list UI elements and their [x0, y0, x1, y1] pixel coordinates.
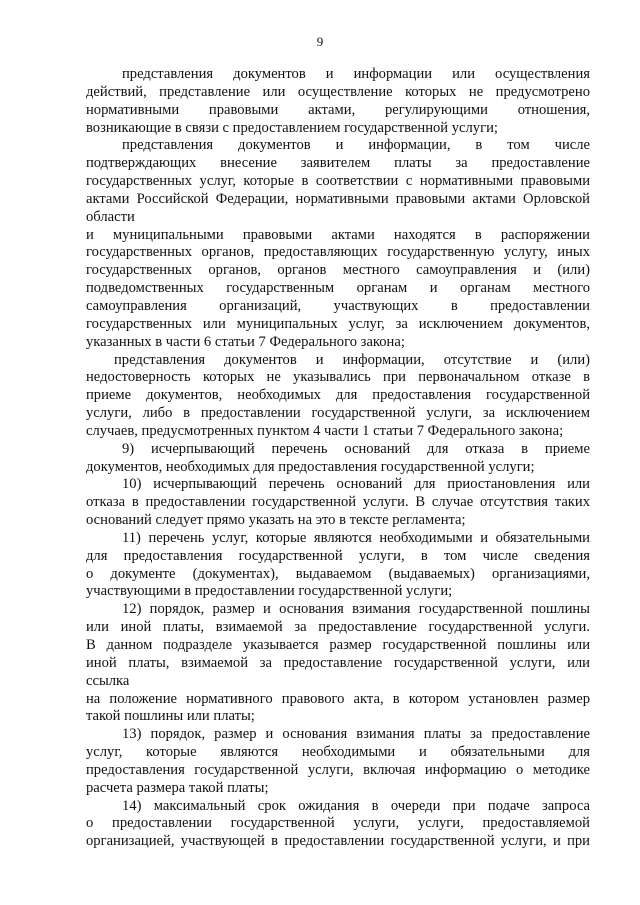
text-line: отказа в предоставлении государственной услуги. В случае отсутствия таких: [86, 494, 590, 511]
text-line: представления документов и информации, отсутствие и (или): [114, 351, 590, 368]
text-line: на положение нормативного правового акта, в котором установлен размер: [86, 690, 590, 707]
text-line: В данном подразделе указывается размер государственной пошлины или: [86, 637, 590, 653]
text-line: представления документов и информации или осуществления: [122, 66, 590, 82]
text-line: области: [86, 208, 135, 225]
text-line: для предоставления государственной услуги, в том числе сведения: [86, 547, 590, 564]
text-line: 14) максимальный срок ожидания в очереди при подаче запроса: [122, 797, 590, 814]
text-line: участвующими в предоставлении государственной услуги;: [86, 583, 453, 600]
text-line: 13) порядок, размер и основания взимания платы за предоставление: [122, 726, 590, 743]
text-line: документов, необходимых для предоставления государственной услуги;: [86, 458, 535, 475]
text-line: организацией, участвующей в предоставлении государственной услуги, и при: [86, 833, 590, 850]
text-line: указанных в части 6 статьи 7 Федерального закона;: [86, 333, 405, 350]
text-line: подведомственных государственным органам и органам местного: [86, 280, 590, 297]
text-line: подтверждающих внесение заявителем платы за предоставление: [86, 155, 590, 172]
text-line: приеме документов, необходимых для предоставления государственной: [86, 387, 590, 404]
text-line: услуги, либо в предоставлении государственной услуги, за исключением: [86, 405, 590, 422]
text-line: государственных органов, предоставляющих государственную услугу, иных: [86, 244, 590, 261]
text-line: возникающие в связи с предоставлением государственной услуги;: [86, 119, 498, 136]
text-line: 10) исчерпывающий перечень оснований для приостановления или: [122, 476, 590, 493]
text-line: услуг, которые являются необходимыми и обязательными для: [86, 744, 590, 761]
text-line: иной платы, взимаемой за предоставление государственной услуги, или: [86, 654, 590, 671]
text-line: оснований следует прямо указать на это в тексте регламента;: [86, 512, 466, 529]
text-line: о предоставлении государственной услуги, услуги, предоставляемой: [86, 815, 590, 832]
text-line: представления документов и информации, в том числе: [122, 137, 590, 154]
text-line: государственных органов, органов местного самоуправления и (или): [86, 262, 590, 279]
text-line: расчета размера такой платы;: [86, 779, 269, 796]
text-line: государственных или муниципальных услуг, за исключением документов,: [86, 315, 590, 332]
text-line: недостоверность которых не указывались при первоначальном отказе в: [86, 369, 590, 386]
text-line: 9) исчерпывающий перечень оснований для отказа в приеме: [122, 440, 590, 457]
text-line: или иной платы, взимаемой за предоставление государственной услуги.: [86, 619, 590, 636]
text-line: предоставления государственной услуги, включая информацию о методике: [86, 761, 590, 778]
body-text: [86, 66, 590, 851]
text-line: нормативными правовыми актами, регулирующими отношения,: [86, 101, 590, 118]
text-line: и муниципальными правовыми актами находятся в распоряжении: [86, 226, 590, 243]
text-line: ссылка: [86, 672, 130, 689]
text-line: 11) перечень услуг, которые являются необходимыми и обязательными: [122, 529, 590, 546]
text-line: случаев, предусмотренных пунктом 4 части 1 статьи 7 Федерального закона;: [86, 422, 564, 439]
text-line: государственных услуг, которые в соответствии с нормативными правовыми: [86, 173, 590, 190]
text-line: самоуправления организаций, участвующих в предоставлении: [86, 297, 590, 314]
text-line: 12) порядок, размер и основания взимания государственной пошлины: [122, 601, 590, 618]
page-number: 9: [316, 34, 324, 49]
text-line: действий, представление или осуществление которых не предусмотрено: [86, 83, 590, 100]
text-line: актами Российской Федерации, нормативными правовыми актами Орловской: [86, 190, 590, 207]
text-line: такой пошлины или платы;: [86, 708, 255, 725]
text-line: о документе (документах), выдаваемом (выдаваемых) организациями,: [86, 565, 590, 582]
